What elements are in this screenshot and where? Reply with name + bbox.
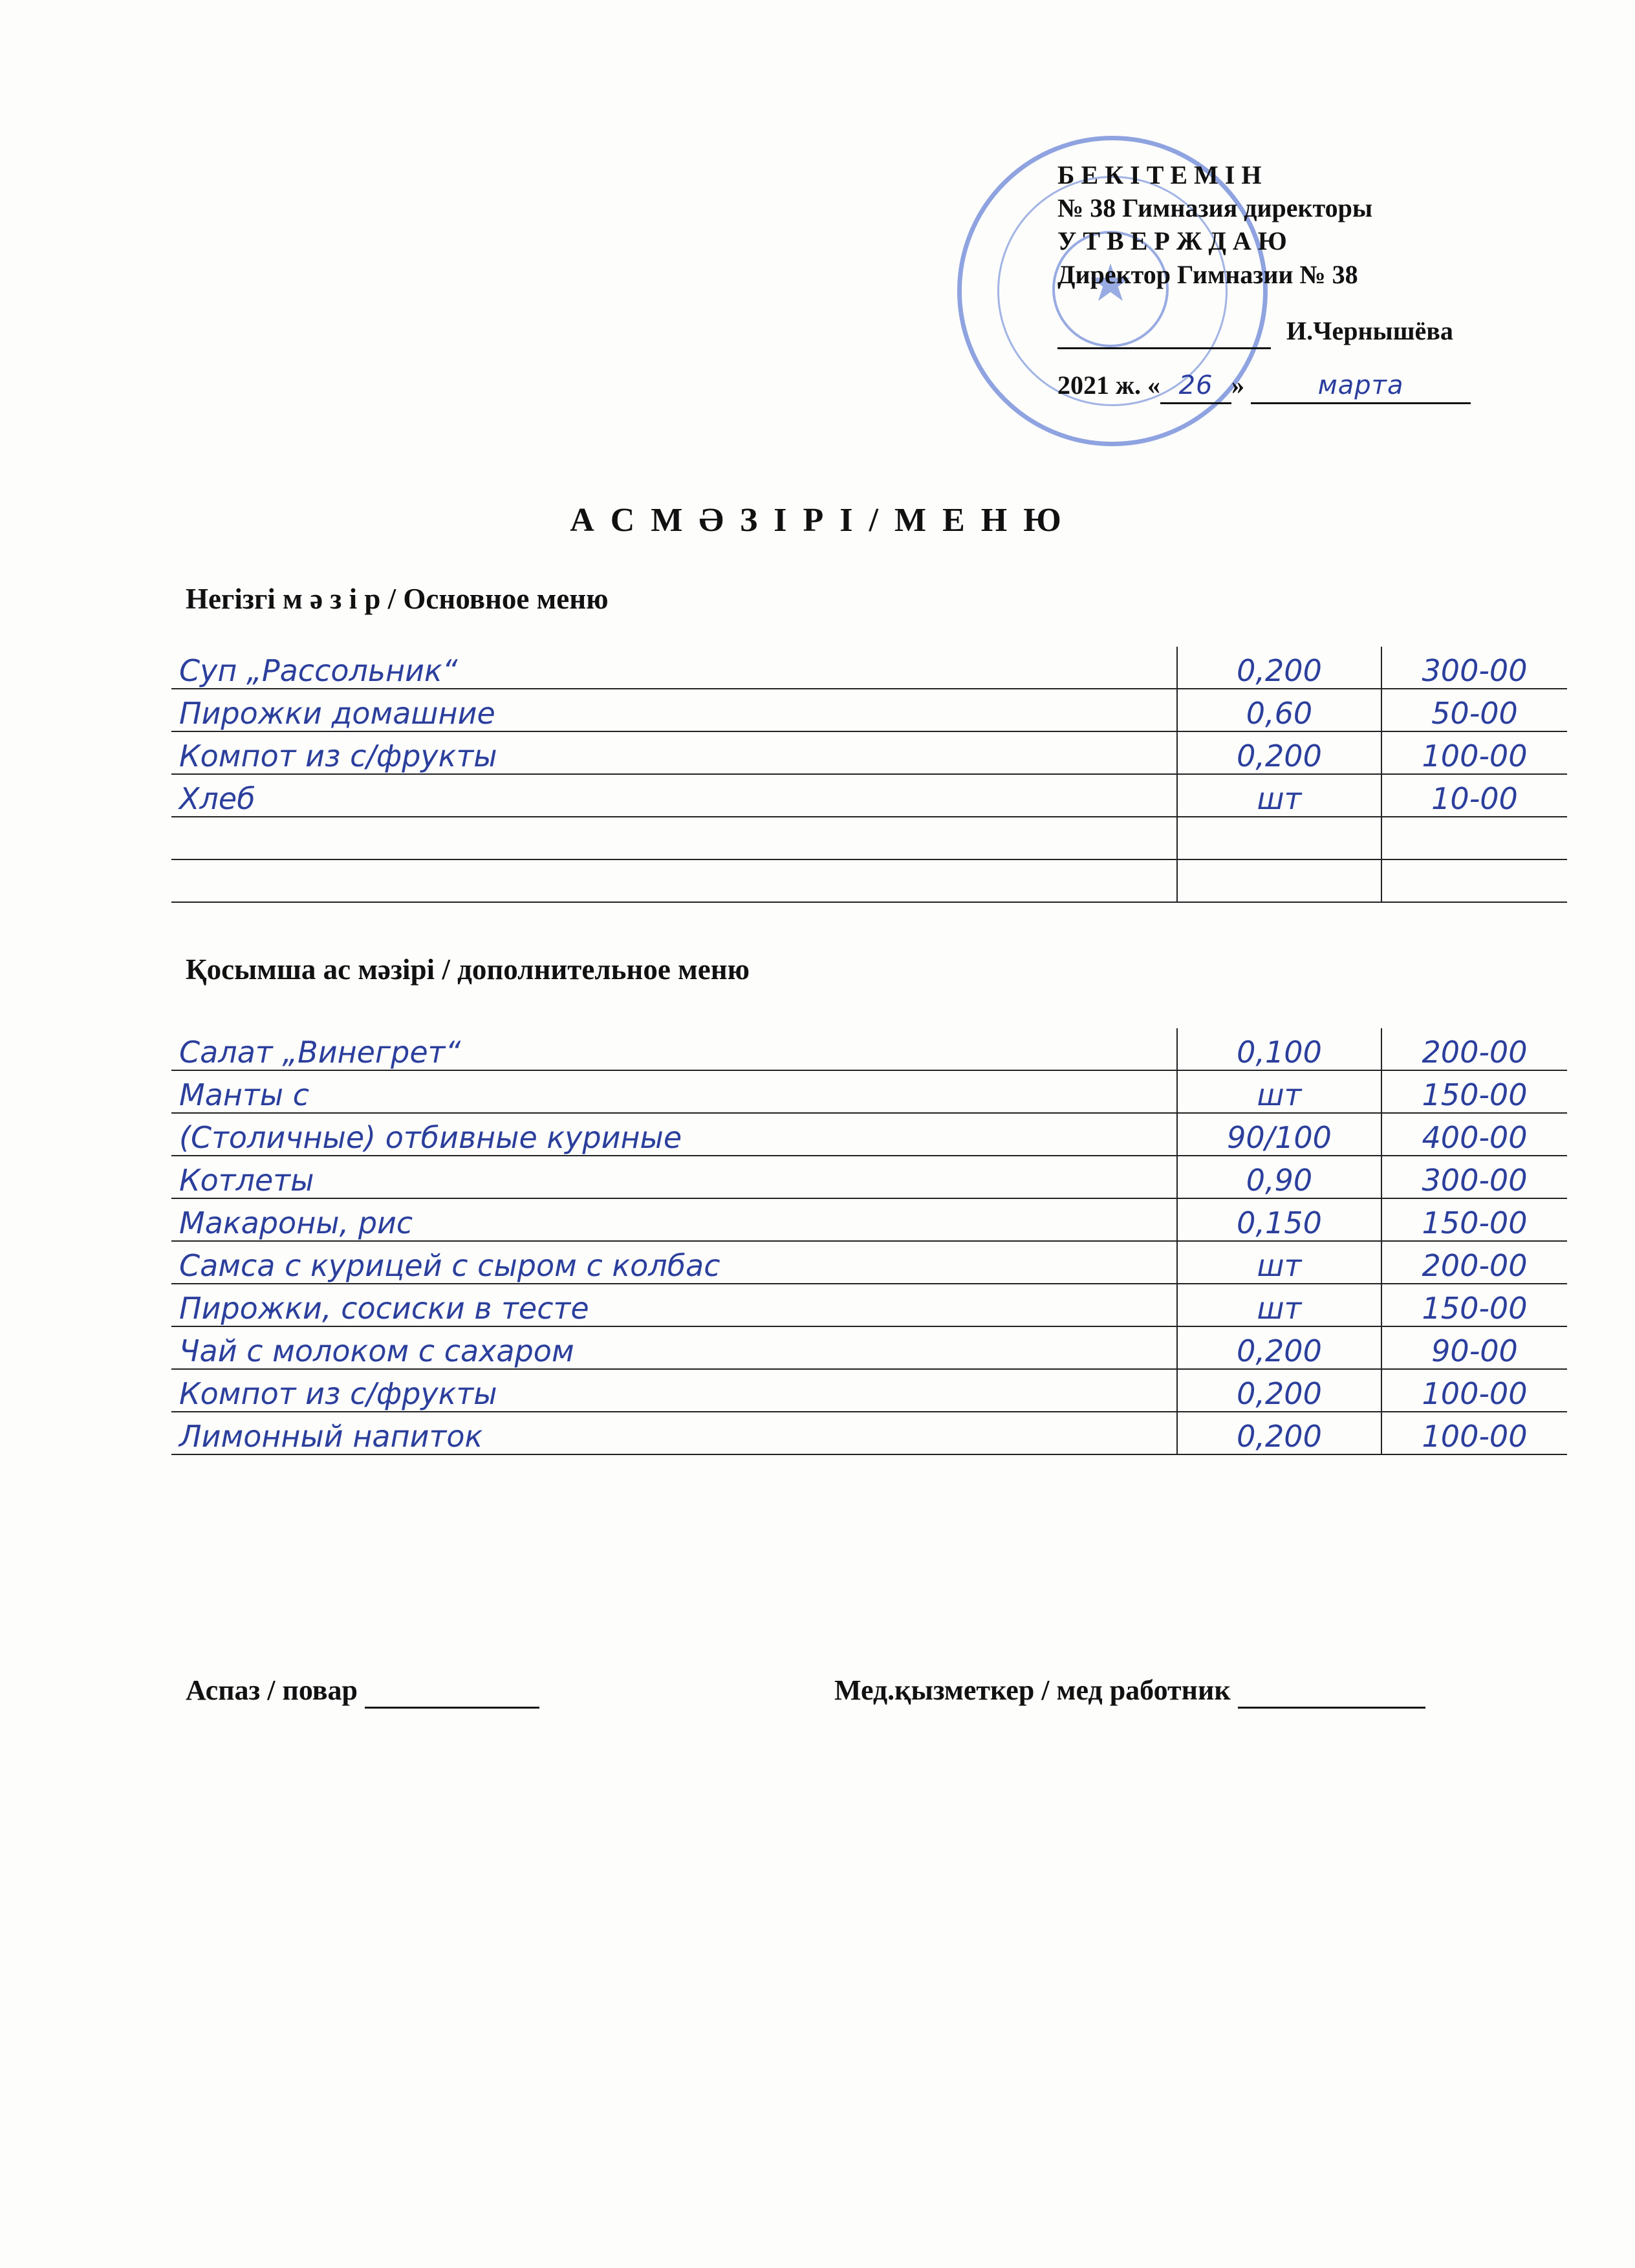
item-price: 300-00 bbox=[1381, 647, 1567, 689]
item-name: Салат „Винегрет“ bbox=[171, 1028, 1177, 1070]
main-menu-heading: Негізгі м ә з і р / Основное меню bbox=[186, 583, 609, 615]
item-name: Пирожки, сосиски в тесте bbox=[171, 1284, 1177, 1326]
item-qty: 0,200 bbox=[1177, 1326, 1381, 1369]
approval-line-kz-director: № 38 Гимназия директоры bbox=[1057, 193, 1373, 223]
approval-date-row bbox=[1057, 369, 1471, 404]
item-qty: 90/100 bbox=[1177, 1113, 1381, 1156]
item-qty bbox=[1177, 859, 1381, 902]
director-name: И.Чернышёва bbox=[1286, 316, 1453, 345]
medic-signature-line bbox=[1238, 1674, 1425, 1709]
menu-row bbox=[171, 1070, 1567, 1113]
menu-row bbox=[171, 774, 1567, 817]
item-price: 100-00 bbox=[1381, 731, 1567, 774]
item-name: Чай с молоком с сахаром bbox=[171, 1326, 1177, 1369]
extra-menu-table bbox=[171, 1028, 1567, 1455]
item-name: Суп „Рассольник“ bbox=[171, 647, 1177, 689]
item-price: 150-00 bbox=[1381, 1284, 1567, 1326]
date-month-value: марта bbox=[1317, 370, 1404, 400]
item-qty: 0,200 bbox=[1177, 1412, 1381, 1454]
item-price: 100-00 bbox=[1381, 1369, 1567, 1412]
item-name: Макароны, рис bbox=[171, 1198, 1177, 1241]
approval-line-ru: У Т В Е Р Ж Д А Ю bbox=[1057, 226, 1287, 256]
item-price: 300-00 bbox=[1381, 1156, 1567, 1198]
item-name: Компот из с/фрукты bbox=[171, 731, 1177, 774]
menu-row bbox=[171, 859, 1567, 902]
approval-line-kz: Б Е К І Т Е М І Н bbox=[1057, 160, 1262, 189]
extra-menu-heading: Қосымша ас мәзірі / дополнительное меню bbox=[186, 953, 750, 986]
menu-row bbox=[171, 1113, 1567, 1156]
item-price: 50-00 bbox=[1381, 689, 1567, 731]
date-day-value: 26 bbox=[1178, 370, 1213, 400]
cook-signature bbox=[186, 1674, 539, 1709]
item-qty bbox=[1177, 817, 1381, 859]
item-qty: 0,90 bbox=[1177, 1156, 1381, 1198]
item-qty: 0,200 bbox=[1177, 731, 1381, 774]
page-title: А С М Ә З І Р І / М Е Н Ю bbox=[570, 502, 1065, 539]
item-price: 150-00 bbox=[1381, 1070, 1567, 1113]
director-signature-row bbox=[1057, 314, 1471, 349]
cook-label: Аспаз / повар bbox=[186, 1674, 358, 1706]
menu-row bbox=[171, 1284, 1567, 1326]
item-name bbox=[171, 859, 1177, 902]
medic-label: Мед.қызметкер / мед работник bbox=[834, 1674, 1231, 1706]
item-price: 200-00 bbox=[1381, 1028, 1567, 1070]
item-name: Котлеты bbox=[171, 1156, 1177, 1198]
item-price: 400-00 bbox=[1381, 1113, 1567, 1156]
main-menu-table bbox=[171, 647, 1567, 903]
item-price bbox=[1381, 859, 1567, 902]
menu-row bbox=[171, 1369, 1567, 1412]
item-qty: шт bbox=[1177, 1070, 1381, 1113]
item-qty: шт bbox=[1177, 774, 1381, 817]
item-qty: 0,60 bbox=[1177, 689, 1381, 731]
year-label: 2021 ж. « bbox=[1057, 370, 1161, 400]
item-qty: 0,200 bbox=[1177, 1369, 1381, 1412]
menu-row bbox=[171, 731, 1567, 774]
date-month bbox=[1251, 369, 1471, 404]
item-qty: 0,200 bbox=[1177, 647, 1381, 689]
menu-row bbox=[171, 817, 1567, 859]
item-price: 10-00 bbox=[1381, 774, 1567, 817]
item-name: Манты с bbox=[171, 1070, 1177, 1113]
item-qty: шт bbox=[1177, 1284, 1381, 1326]
menu-row bbox=[171, 1198, 1567, 1241]
item-name: Компот из с/фрукты bbox=[171, 1369, 1177, 1412]
item-price: 200-00 bbox=[1381, 1241, 1567, 1284]
item-name: Самса с курицей с сыром с колбас bbox=[171, 1241, 1177, 1284]
menu-row bbox=[171, 1326, 1567, 1369]
signature-underline bbox=[1057, 314, 1271, 349]
cook-signature-line bbox=[365, 1674, 539, 1709]
item-price bbox=[1381, 817, 1567, 859]
item-price: 150-00 bbox=[1381, 1198, 1567, 1241]
item-qty: шт bbox=[1177, 1241, 1381, 1284]
item-name bbox=[171, 817, 1177, 859]
menu-row bbox=[171, 647, 1567, 689]
item-name: (Столичные) отбивные куриные bbox=[171, 1113, 1177, 1156]
item-price: 90-00 bbox=[1381, 1326, 1567, 1369]
item-qty: 0,150 bbox=[1177, 1198, 1381, 1241]
date-day bbox=[1160, 369, 1231, 404]
menu-row bbox=[171, 1156, 1567, 1198]
menu-row bbox=[171, 1028, 1567, 1070]
menu-row bbox=[171, 1241, 1567, 1284]
approval-line-ru-director: Директор Гимназии № 38 bbox=[1057, 259, 1358, 289]
item-name: Лимонный напиток bbox=[171, 1412, 1177, 1454]
menu-row bbox=[171, 689, 1567, 731]
item-name: Пирожки домашние bbox=[171, 689, 1177, 731]
day-close-quote: » bbox=[1231, 370, 1245, 400]
item-price: 100-00 bbox=[1381, 1412, 1567, 1454]
item-name: Хлеб bbox=[171, 774, 1177, 817]
medic-signature bbox=[834, 1674, 1425, 1709]
menu-row bbox=[171, 1412, 1567, 1454]
item-qty: 0,100 bbox=[1177, 1028, 1381, 1070]
approval-block bbox=[1057, 158, 1471, 404]
